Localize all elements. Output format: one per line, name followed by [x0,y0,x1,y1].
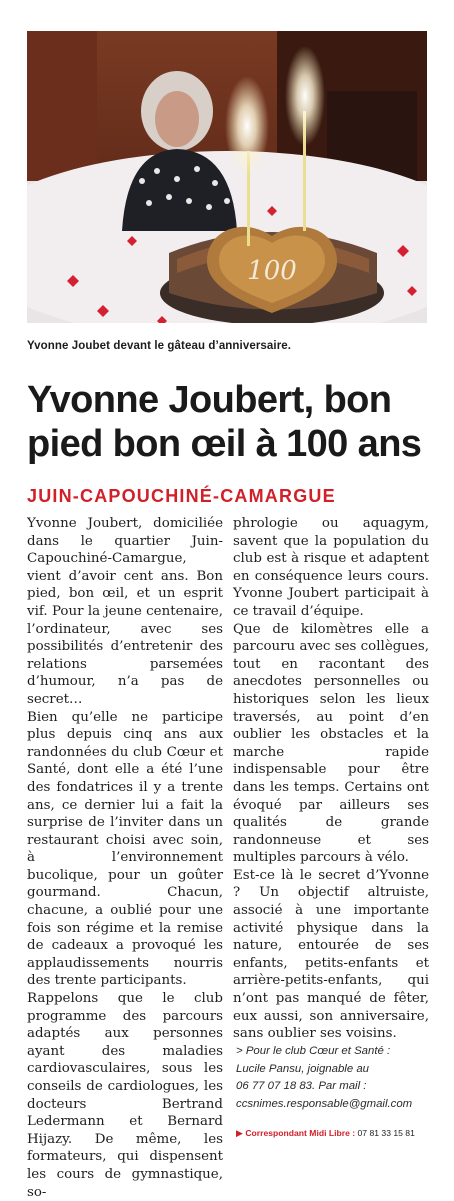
birthday-cake-photo [27,31,427,323]
contact-line: > Pour le club Cœur et Santé : [236,1045,391,1057]
article-column-1 [27,515,223,1201]
paragraph: Yvonne Joubert, domiciliée dans le quartier Juin-Capouchiné-Camargue, vient d’avoir cent ans. Bon pied, bon œil, et un esprit vif. Pour la jeune centenaire, l’ordinateur, avec ses possibilités d’entretenir des relations parsemées d’humour, n’a pas de secret… [27,516,223,707]
contact-line: 06 77 07 18 83. Par mail : [236,1080,367,1092]
contact-email: ccsnimes.responsable@gmail.com [236,1097,413,1110]
article-photo [27,31,427,323]
article-column-2 [233,515,429,1043]
photo-caption: Yvonne Joubet devant le gâteau d’anniversaire. [27,340,292,352]
locality-kicker: JUIN-CAPOUCHINÉ-CAMARGUE [27,486,336,506]
correspondent-label: Correspondant Midi Libre : [245,1128,356,1138]
correspondent-phone: 07 81 33 15 81 [357,1128,415,1138]
paragraph: Est-ce là le secret d’Yvonne ? Un objectif altruiste, associé à une importante activité physique dans la nature, entourée de ses enfants, petits-enfants et arrière-petits-enfants, qui n’ont pas manqué de fêter, eux aussi, son anniversaire, sans oublier ses voisins. [233,867,429,1042]
paragraph: phrologie ou aquagym, savent que la population du club est à risque et adaptent en conséquence leurs cours. Yvonne Joubert participait à ce travail d’équipe. [233,516,429,619]
svg-text:100: 100 [247,256,297,286]
contact-info [236,1043,436,1113]
paragraph: Que de kilomètres elle a parcouru avec ses collègues, tout en racontant des anecdotes personnelles ou historiques selon les lieux traversés, au point d’en oublier les obstacles et la marche rapide indispensable pour être dans les temps. Certains ont évoqué par ailleurs ses qualités de grande randonneuse et ses multiples parcours à vélo. [233,621,429,866]
paragraph: Rappelons que le club programme des parcours adaptés aux personnes ayant des maladies cardiovasculaires, sous les conseils de cardiologues, les docteurs Bertrand Ledermann et Bernard Hijazy. De même, les formateurs, qui dispensent les cours de gymnastique, so- [27,991,223,1200]
arrow-right-icon: ▶ [236,1128,243,1138]
correspondent-line [236,1128,415,1139]
contact-line: Lucile Pansu, joignable au [236,1062,369,1075]
article-headline: Yvonne Joubert, bon pied bon œil à 100 ans [27,379,422,465]
paragraph: Bien qu’elle ne participe plus depuis cinq ans aux randonnées du club Cœur et Santé, dont elle a été l’une des fondatrices il y a trente ans, ce dernier lui a fait la surprise de l’inviter dans un restaurant choisi avec soin, à l’environnement bucolique, pour un goûter gourmand. Chacun, chacune, a oublié pour une fois son régime et la remise de cadeaux a provoqué les applaudissements nourris des trente participants. [27,709,223,989]
